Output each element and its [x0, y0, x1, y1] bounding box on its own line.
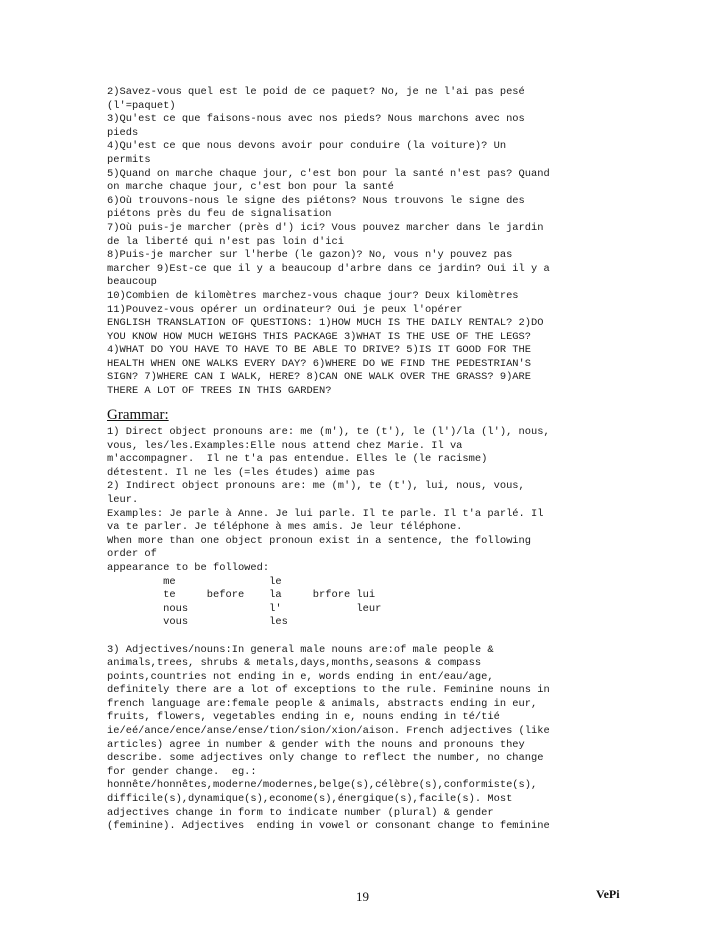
qa-line: 6)Où trouvons-nous le signe des piétons? Nous trouvons le signe des: [107, 194, 525, 207]
qa-line: 3)Qu'est ce que faisons-nous avec nos pieds? Nous marchons avec nos: [107, 113, 525, 126]
qa-line: on marche chaque jour, c'est bon pour la santé: [107, 181, 394, 194]
qa-line: 8)Puis-je marcher sur l'herbe (le gazon)? No, vous n'y pouvez pas: [107, 249, 513, 262]
qa-line: 7)Où puis-je marcher (près d') ici? Vous pouvez marcher dans le jardin: [107, 221, 544, 234]
translation-line: YOU KNOW HOW MUCH WEIGHS THIS PACKAGE 3)WHAT IS THE USE OF THE LEGS?: [107, 330, 532, 343]
grammar-line: definitely there are a lot of exceptions to the rule. Feminine nouns in: [107, 684, 550, 697]
grammar-line: for gender change. eg.:: [107, 765, 257, 778]
grammar-line: ie/eé/ance/ence/anse/ense/tion/sion/xion/aison. French adjectives (like: [107, 725, 550, 738]
pronoun-order-row: vous les: [107, 616, 288, 629]
pronoun-order-row: me le: [107, 575, 282, 588]
qa-line: piétons près du feu de signalisation: [107, 208, 332, 221]
grammar-line: (feminine). Adjectives ending in vowel or consonant change to feminine: [107, 820, 550, 833]
grammar-line: 1) Direct object pronouns are: me (m'), te (t'), le (l')/la (l'), nous,: [107, 426, 550, 438]
grammar-line: va te parler. Je téléphone à mes amis. Je leur téléphone.: [107, 521, 463, 534]
translation-line: SIGN? 7)WHERE CAN I WALK, HERE? 8)CAN ONE WALK OVER THE GRASS? 9)ARE: [107, 371, 532, 384]
grammar-line: détestent. Il ne les (=les études) aime pas: [107, 466, 376, 479]
pronoun-order-row: te before la brfore lui: [107, 589, 376, 602]
qa-line: 11)Pouvez-vous opérer un ordinateur? Oui je peux l'opérer: [107, 303, 463, 316]
qa-line: de la liberté qui n'est pas loin d'ici: [107, 235, 344, 248]
qa-line: 2)Savez-vous quel est le poid de ce paquet? No, je ne l'ai pas pesé: [107, 86, 525, 98]
translation-line: THERE A LOT OF TREES IN THIS GARDEN?: [107, 385, 332, 398]
translation-line: HEALTH WHEN ONE WALKS EVERY DAY? 6)WHERE DO WE FIND THE PEDESTRIAN'S: [107, 357, 532, 370]
qa-line: permits: [107, 153, 151, 166]
qa-line: (l'=paquet): [107, 99, 176, 112]
grammar-line: 2) Indirect object pronouns are: me (m'), te (t'), lui, nous, vous,: [107, 480, 525, 493]
blank-line: [107, 630, 627, 644]
grammar-line: m'accompagner. Il ne t'a pas entendue. Elles le (le racisme): [107, 453, 488, 466]
author-mark: VePi: [596, 887, 620, 901]
grammar-line: When more than one object pronoun exist in a sentence, the following: [107, 534, 532, 547]
grammar-line: difficile(s),dynamique(s),econome(s),énergique(s),facile(s). Most: [107, 793, 513, 806]
grammar-line: appearance to be followed:: [107, 561, 270, 574]
qa-line: 10)Combien de kilomètres marchez-vous chaque jour? Deux kilomètres: [107, 289, 519, 302]
qa-block: [107, 86, 627, 399]
grammar-line: articles) agree in number & gender with the nouns and pronouns they: [107, 738, 525, 751]
qa-line: marcher 9)Est-ce que il y a beaucoup d'arbre dans ce jardin? Oui il y a: [107, 262, 550, 275]
grammar-line: vous, les/les.Examples:Elle nous attend chez Marie. Il va: [107, 439, 463, 452]
grammar-block: [107, 426, 627, 834]
grammar-line: Examples: Je parle à Anne. Je lui parle. Il te parle. Il t'a parlé. Il: [107, 507, 544, 520]
grammar-heading: Grammar:: [107, 407, 169, 423]
qa-line: beaucoup: [107, 276, 157, 289]
translation-line: ENGLISH TRANSLATION OF QUESTIONS: 1)HOW MUCH IS THE DAILY RENTAL? 2)DO: [107, 317, 544, 330]
grammar-line: points,countries not ending in e, words ending in ent/eau/age,: [107, 670, 494, 683]
qa-line: 4)Qu'est ce que nous devons avoir pour conduire (la voiture)? Un: [107, 140, 507, 153]
grammar-line: honnête/honnêtes,moderne/modernes,belge(s),célèbre(s),conformiste(s),: [107, 779, 538, 792]
grammar-line: order of: [107, 548, 157, 561]
grammar-line: 3) Adjectives/nouns:In general male nouns are:of male people &: [107, 643, 494, 656]
pronoun-order-row: nous l' leur: [107, 602, 382, 615]
grammar-line: describe. some adjectives only change to reflect the number, no change: [107, 752, 544, 765]
qa-line: 5)Quand on marche chaque jour, c'est bon pour la santé n'est pas? Quand: [107, 167, 550, 180]
grammar-line: leur.: [107, 493, 139, 506]
translation-line: 4)WHAT DO YOU HAVE TO HAVE TO BE ABLE TO DRIVE? 5)IS IT GOOD FOR THE: [107, 344, 532, 357]
grammar-line: fruits, flowers, vegetables ending in e, nouns ending in té/tié: [107, 711, 500, 724]
grammar-line: adjectives change in form to indicate number (plural) & gender: [107, 806, 494, 819]
grammar-line: animals,trees, shrubs & metals,days,months,seasons & compass: [107, 657, 482, 670]
page-number: 19: [356, 889, 369, 904]
grammar-line: french language are:female people & animals, abstracts ending in eur,: [107, 697, 538, 710]
qa-line: pieds: [107, 126, 139, 139]
